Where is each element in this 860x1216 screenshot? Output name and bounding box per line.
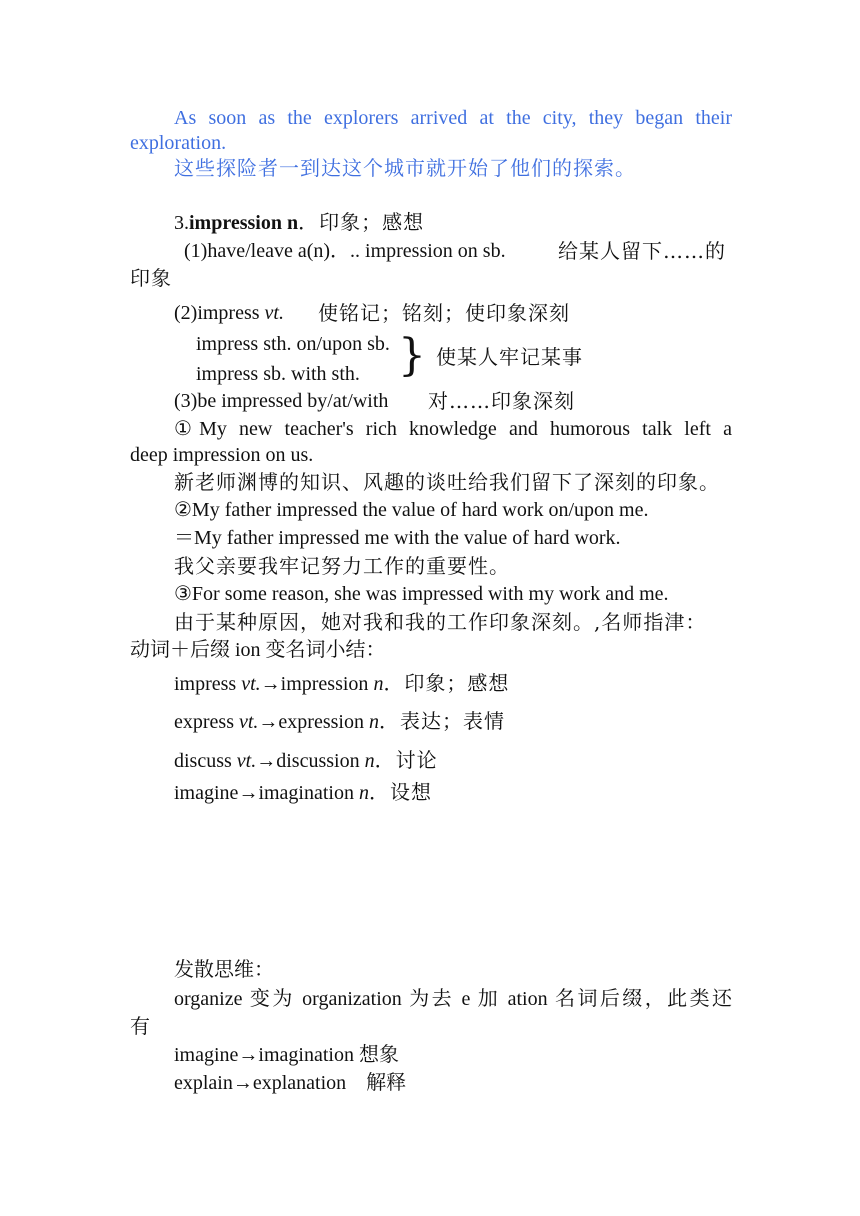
summary-noun: imagination	[258, 782, 359, 804]
intro-chinese: 这些探险者一到达这个城市就开始了他们的探索。	[174, 156, 636, 180]
example-1-line-2: deep impression on us.	[130, 444, 314, 466]
point-3-chinese: 对……印象深刻	[428, 389, 575, 413]
summary-meaning: ．印象；感想	[383, 671, 510, 695]
arrow-icon: →	[238, 782, 259, 804]
point-3-text: (3)be impressed by/at/with	[174, 390, 389, 412]
intro-english-line-2: exploration.	[130, 132, 227, 154]
example-1-line-1: ①My new teacher's rich knowledge and humorous talk left a	[174, 418, 732, 440]
point-2-chinese: 使铭记；铭刻；使印象深刻	[318, 301, 570, 325]
phrase-b: impress sb. with sth.	[196, 363, 360, 385]
summary-title: 动词＋后缀 ion 变名词小结：	[130, 639, 386, 661]
example-2-chinese: 我父亲要我牢记努力工作的重要性。	[174, 554, 510, 578]
summary-noun-pos: n	[358, 782, 369, 804]
summary-noun-pos: n	[373, 673, 384, 695]
summary-noun: expression	[278, 711, 369, 733]
summary-pos: vt.	[238, 711, 259, 733]
example-2-line-2: ＝My father impressed me with the value of hard work.	[174, 527, 621, 549]
summary-noun: impression	[280, 673, 374, 695]
summary-meaning: ．表达；表情	[378, 709, 505, 733]
summary-base: discuss	[174, 750, 237, 772]
divergent-title: 发散思维：	[174, 959, 274, 981]
point-2	[174, 300, 284, 326]
intro-english-line-1: As soon as the explorers arrived at the city, they began their	[174, 107, 732, 129]
summary-noun-pos: n	[364, 750, 375, 772]
summary-row	[174, 708, 505, 735]
phrase-a: impress sth. on/upon sb.	[196, 333, 390, 355]
summary-row	[174, 779, 432, 806]
example-1-chinese: 新老师渊博的知识、风趣的谈吐给我们留下了深刻的印象。	[174, 470, 720, 494]
arrow-icon: →	[258, 711, 279, 733]
summary-pos: vt.	[241, 673, 261, 695]
section-number: 3.	[174, 212, 189, 234]
phrase-chinese: 使某人牢记某事	[436, 345, 583, 369]
divergent-line-1: organize 变为 organization 为去 e 加 ation 名词后缀，此类还	[174, 988, 732, 1010]
divergent-line-2: 有	[130, 1016, 150, 1038]
summary-row	[174, 670, 509, 697]
section-meaning: ．印象；感想	[298, 210, 425, 234]
summary-noun-pos: n	[368, 711, 379, 733]
summary-base: express	[174, 711, 239, 733]
example-2-line-1: ②My father impressed the value of hard work on/upon me.	[174, 499, 649, 521]
divergent-example-a: imagine→imagination 想象	[174, 1044, 399, 1066]
arrow-icon: →	[256, 750, 277, 772]
point-1-chinese-a: 给某人留下……的	[558, 239, 726, 263]
divergent-example-b: explain→explanation 解释	[174, 1072, 407, 1094]
section-heading	[174, 209, 424, 236]
summary-noun: discussion	[276, 750, 365, 772]
summary-row	[174, 747, 438, 774]
summary-base: impress	[174, 673, 242, 695]
point-1	[184, 238, 506, 264]
arrow-icon: →	[260, 673, 281, 695]
summary-pos: vt.	[236, 750, 257, 772]
point-1-chinese-b: 印象	[130, 266, 172, 290]
section-word: impression n	[189, 212, 299, 234]
point-1-text: (1)have/leave a(n)．.. impression on sb.	[184, 240, 506, 262]
summary-base: imagine	[174, 782, 239, 804]
example-3-chinese: 由于某种原因，她对我和我的工作印象深刻。,名师指津：	[174, 610, 707, 634]
point-2-pos: vt.	[264, 302, 284, 324]
example-3-line-1: ③For some reason, she was impressed with my work and me.	[174, 583, 669, 605]
summary-meaning: ．讨论	[374, 748, 438, 772]
point-2-text: (2)impress	[174, 302, 265, 324]
summary-meaning: ．设想	[368, 780, 432, 804]
brace-symbol: }	[398, 330, 426, 381]
